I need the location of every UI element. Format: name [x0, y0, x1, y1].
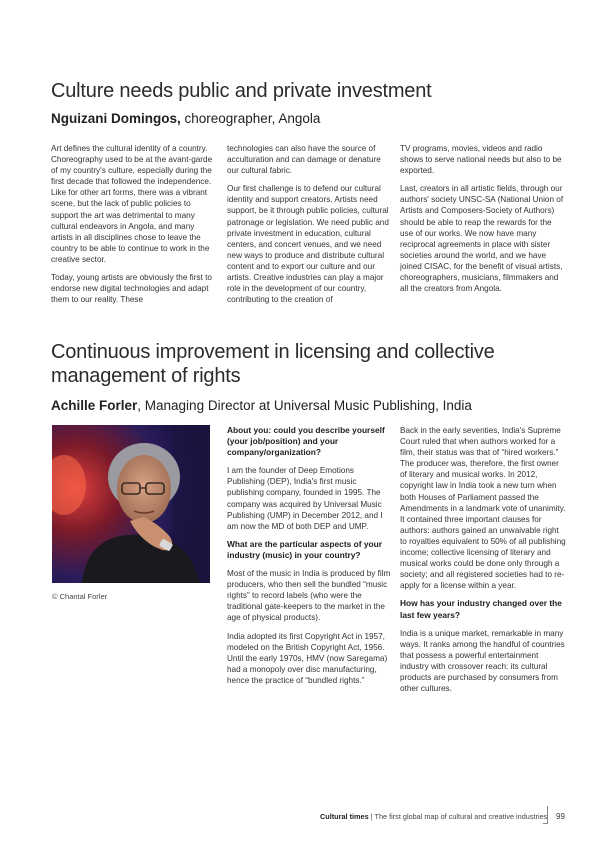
section2-column-3 [400, 425, 567, 701]
paragraph: TV programs, movies, videos and radio shows to serve national needs but also to be exported. [400, 144, 562, 176]
paragraph: Today, young artists are obviously the first to endorse new digital technologies and adapt them to our reality. These [51, 273, 212, 305]
footer-publication: Cultural times [320, 812, 369, 821]
portrait-photo [52, 425, 210, 583]
answer-3: India is a unique market, remarkable in many ways. It ranks among the handful of countries that possess a powerful entertainment industry with crossover reach: its cultural products are purchased by consumers from other cultures. [400, 628, 565, 694]
section1-author-role: choreographer, Angola [180, 111, 321, 126]
footer-subtitle: The first global map of cultural and creative industries [374, 812, 548, 821]
footer-separator: | [370, 812, 373, 821]
section2-column-2 [227, 425, 393, 693]
question-1: About you: could you describe yourself (your job/position) and your company/organization? [227, 425, 385, 458]
footer-bracket [543, 806, 548, 824]
photo-caption: © Chantal Forler [52, 592, 108, 601]
footer [320, 812, 547, 821]
section2-title: Continuous improvement in licensing and collective management of rights [51, 341, 495, 387]
section1-column-3 [400, 143, 567, 301]
paragraph: Art defines the cultural identity of a country. Choreography used to be at the avant-garde of my country's culture, especially during the first decade that followed the independence. Like for other art forms, there was a vibrant scene, but the lack of public policies to support the art was detrimental to many cultural endeavors in Angola, and many artists in all disciplines chose to leave the country to be able to continue to work in the creative sector. [51, 144, 213, 264]
answer-2c: Back in the early seventies, India's Supreme Court ruled that when authors worked for a film, their status was that of “hired workers.” The producer was, therefore, the first owner of literary and musical works. In 2012, copyright law in India took a new turn when both Houses of Parliament passed the Amendments in a landmark vote of unanimity. It contained three important clauses for authors: authors gained an unwaivable right to royalties equivalent to 50% of all publishing income; collective licensing of literary and musical works could be done only through a society; and all registered societies had to re-apply for a license within a year. [400, 426, 566, 591]
page-number: 99 [556, 812, 565, 821]
portrait-illustration [52, 425, 210, 583]
section1-column-2 [227, 143, 391, 312]
answer-2a: Most of the music in India is produced by film producers, who then sell the bundled “music rights” to record labels (who were the traditional gate-keepers to the market in the age of physical products). [227, 569, 391, 623]
answer-2b: India adopted its first Copyright Act in 1957, modeled on the British Copyright Act, 1956. Until the early 1970s, HMV (now Saregama) had a monopoly over disc manufacturing, hence the practice of “bundled rights.” [227, 631, 388, 685]
section2-author-name: Achille Forler [51, 398, 138, 413]
question-2: What are the particular aspects of your industry (music) in your country? [227, 538, 382, 560]
section1-author-name: Nguizani Domingos, [51, 111, 181, 126]
paragraph: technologies can also have the source of acculturation and can damage or denature our cultural fabric. [227, 144, 381, 176]
question-3: How has your industry changed over the last few years? [400, 598, 562, 620]
paragraph: Last, creators in all artistic fields, through our authors' society UNSC-SA (National Union of Artists and Composers-Society of Authors) should be able to reap the rewards for the use of our works. We now have many reciprocal agreements in place with sister societies around the world, and we have joined CISAC, for the benefit of visual artists, choreographers, musicians, filmmakers and all the creators from Angola. [400, 184, 564, 294]
answer-1: I am the founder of Deep Emotions Publishing (DEP), India's first music publishing company, founded in 1995. The company was acquired by Universal Music Publishing (UMP) in December 2012, and I am now the MD of both DEP and UMP. [227, 466, 383, 531]
section2-byline [51, 398, 472, 413]
paragraph: Our first challenge is to defend our cultural identity and support creators. Artists need support, be it through public policies, cultural patronage or legislation. We need public and private investment in education, cultural centers, and concert venues, and we need new ways to produce and distribute cultural content and to export our culture and our artists. Creative industries can play a major role in the development of our country, contributing to the creation of [227, 184, 389, 305]
section1-byline [51, 111, 320, 126]
section1-column-1 [51, 143, 217, 312]
section1-title: Culture needs public and private investment [51, 80, 432, 102]
section2-author-role: , Managing Director at Universal Music Publishing, India [137, 398, 472, 413]
